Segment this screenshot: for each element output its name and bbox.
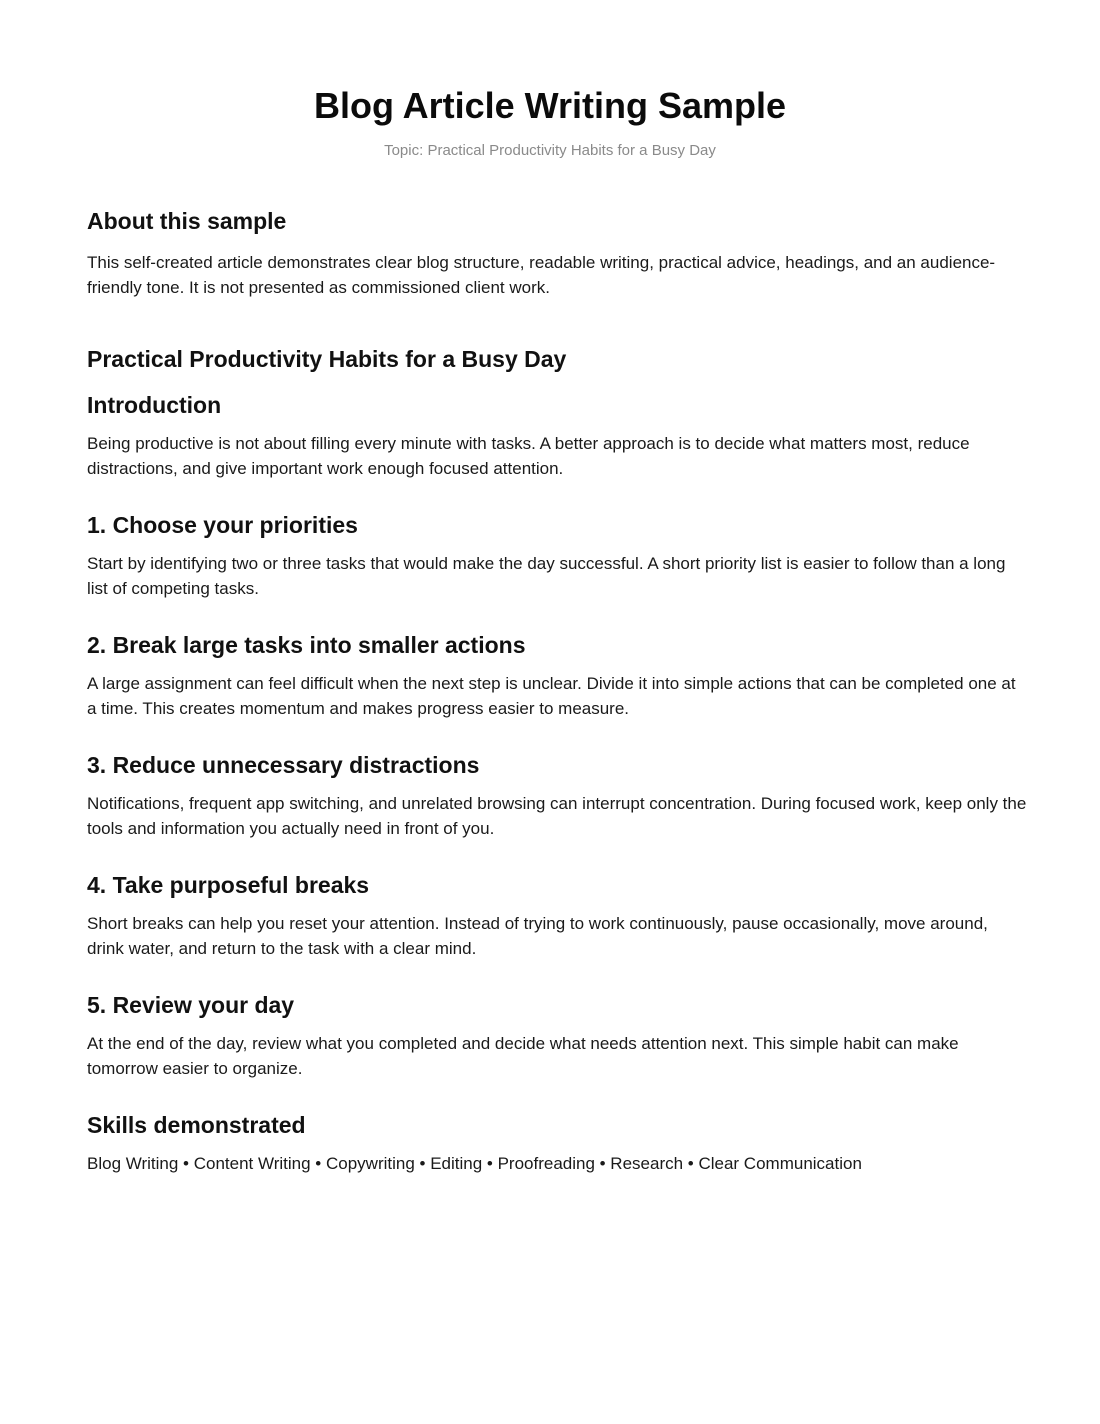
article-subsection bbox=[87, 510, 1027, 601]
section-heading: 3. Reduce unnecessary distractions bbox=[87, 752, 480, 778]
article-section bbox=[87, 344, 1027, 1081]
article-heading: Practical Productivity Habits for a Busy Day bbox=[87, 346, 567, 372]
section-heading: 2. Break large tasks into smaller actions bbox=[87, 632, 526, 658]
skills-section bbox=[87, 1110, 1027, 1176]
section-text: Short breaks can help you reset your attention. Instead of trying to work continuously, pause occasionally, move around, drink water, and return to the task with a clear mind. bbox=[87, 914, 988, 958]
intro-heading: Introduction bbox=[87, 392, 222, 418]
article-subsection bbox=[87, 990, 1027, 1081]
article-subsection bbox=[87, 750, 1027, 841]
document-body bbox=[87, 203, 1027, 1176]
section-text: At the end of the day, review what you completed and decide what needs attention next. This simple habit can make tomorrow easier to organize. bbox=[87, 1034, 959, 1078]
section-text: Notifications, frequent app switching, and unrelated browsing can interrupt concentration. During focused work, keep only the tools and information you actually need in front of you. bbox=[87, 794, 1027, 838]
skills-heading: Skills demonstrated bbox=[87, 1112, 306, 1138]
section-text: A large assignment can feel difficult when the next step is unclear. Divide it into simple actions that can be completed one at a time. This creates momentum and makes progress easier to measure. bbox=[87, 674, 1016, 718]
section-heading: 1. Choose your priorities bbox=[87, 512, 358, 538]
section-heading: 5. Review your day bbox=[87, 992, 295, 1018]
skills-text: Blog Writing • Content Writing • Copywriting • Editing • Proofreading • Research • Clear Communication bbox=[87, 1154, 862, 1173]
about-section bbox=[87, 206, 1027, 300]
about-text: This self-created article demonstrates clear blog structure, readable writing, practical advice, headings, and an audience-friendly tone. It is not presented as commissioned client work. bbox=[87, 253, 996, 297]
document-subtitle: Topic: Practical Productivity Habits for a Busy Day bbox=[384, 142, 716, 159]
article-subsection bbox=[87, 870, 1027, 961]
article-subsection bbox=[87, 630, 1027, 721]
intro-text: Being productive is not about filling every minute with tasks. A better approach is to decide what matters most, reduce distractions, and give important work enough focused attention. bbox=[87, 434, 970, 478]
section-text: Start by identifying two or three tasks that would make the day successful. A short priority list is easier to follow than a long list of competing tasks. bbox=[87, 554, 1006, 598]
section-heading: 4. Take purposeful breaks bbox=[87, 872, 370, 898]
about-heading: About this sample bbox=[87, 208, 287, 234]
document-title: Blog Article Writing Sample bbox=[313, 85, 787, 126]
